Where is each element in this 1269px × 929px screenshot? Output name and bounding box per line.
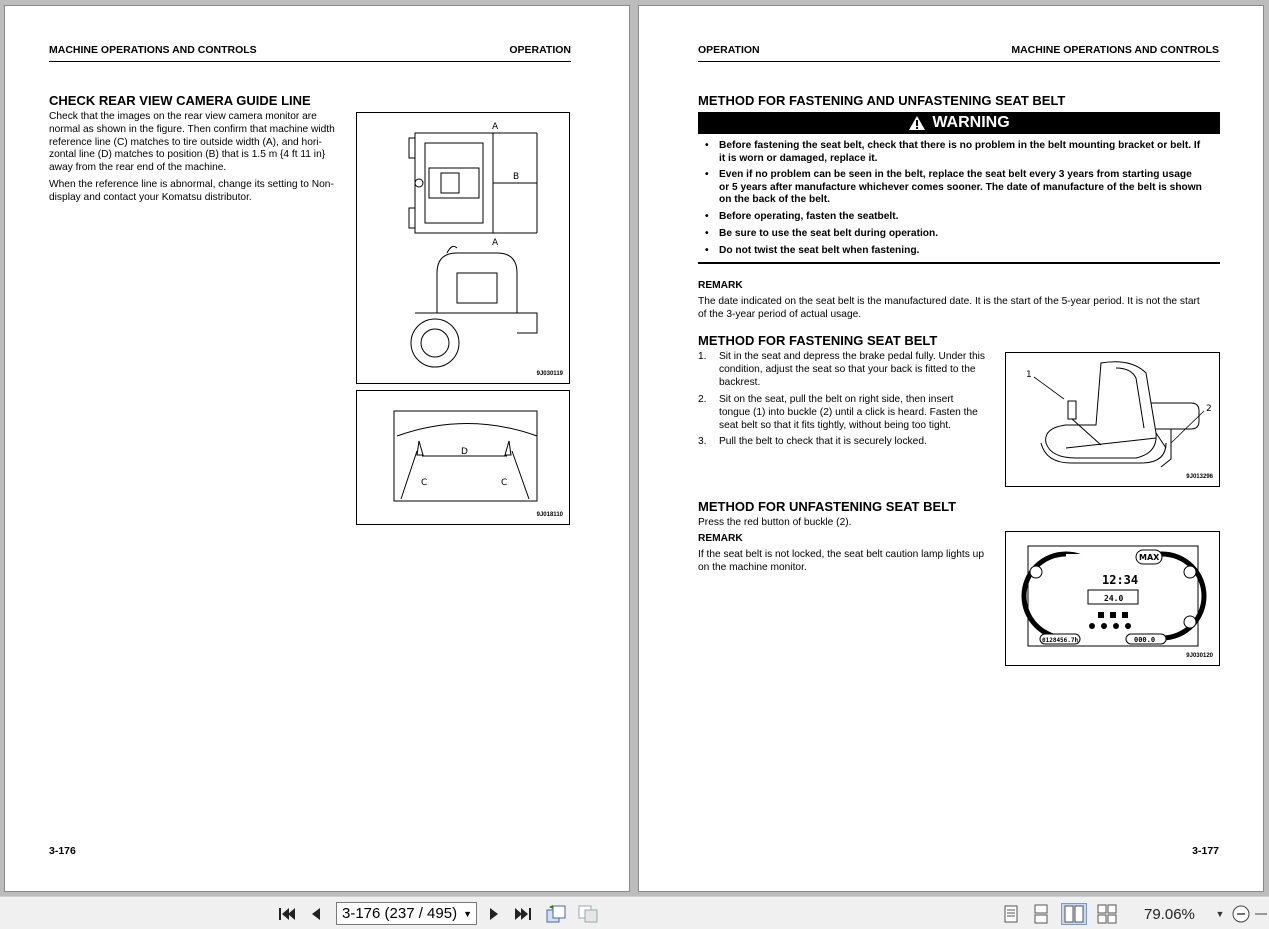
remark-title: REMARK [698,280,743,291]
text-line: of the 3-year period of actual usage. [698,308,862,320]
text-line: reference line (C) matches to tire outside width (A), and hori- [49,136,322,148]
chevron-down-icon[interactable]: ▼ [463,908,472,919]
text-line: display and contact your Komatsu distributor. [49,191,252,203]
warning-banner [698,112,1220,134]
back-view-icon[interactable] [544,903,568,925]
label-2: 2 [1206,404,1212,414]
text-line: away from the rear end of the machine. [49,162,227,174]
zoom-dropdown-chevron-down-icon[interactable]: ▼ [1215,909,1225,919]
step-text [719,436,994,449]
step-text [719,351,994,389]
seat-drawing [1006,353,1219,486]
unfasten-text: Press the red button of buckle (2). [698,517,852,528]
monitor-drawing [1006,532,1219,665]
left-header-chapter: OPERATION [509,44,571,56]
label-c-left: C [421,478,428,488]
zoom-out-icon[interactable] [1230,903,1252,925]
max-indicator: MAX [1139,553,1160,562]
monitor-clock: 12:34 [1102,573,1139,587]
first-page-icon[interactable] [276,903,298,925]
text-line: on the machine monitor. [698,561,807,573]
text-line: Pull the belt to check that it is securely locked. [719,436,927,447]
step-number: 3. [698,436,707,447]
text-line: it is worn or damaged, replace it. [719,152,878,164]
step-text [719,394,994,432]
text-line: or 5 years after manufacture whichever comes sooner. The date of manufacture of the belt is shown [719,181,1202,193]
text-line: backrest. [719,376,761,388]
label-1: 1 [1026,370,1032,380]
next-page-icon[interactable] [484,903,504,925]
text-line: When the reference line is abnormal, change its setting to Non- [49,179,334,190]
warning-item [719,211,1220,224]
warning-item [719,228,1220,241]
page-number: 3-177 [1192,845,1219,857]
label-a-bottom: A [492,238,499,248]
machine-top-side-drawing [357,113,569,383]
text-line: Check that the images on the rear view camera monitor are [49,111,317,122]
label-d: D [461,447,468,457]
header-rule [698,61,1220,62]
text-line: tongue (1) into buckle (2) until a click is heard. Fasten the [719,406,978,418]
section-title: CHECK REAR VIEW CAMERA GUIDE LINE [49,93,311,108]
warning-item [719,169,1220,207]
remark-title: REMARK [698,533,743,544]
single-page-view-icon[interactable] [1000,903,1022,925]
forward-view-icon[interactable] [576,903,600,925]
text-line: normal as shown in the figure. Then confirm that machine width [49,123,335,135]
abnormal-paragraph [49,179,345,205]
text-line: • Before operating, fasten the seatbelt. [719,211,899,222]
page-field-value: 3-176 (237 / 495) [342,905,458,922]
page-right [638,5,1264,892]
text-line: condition, adjust the seat so that your back is fitted to the [719,363,976,375]
continuous-facing-view-icon[interactable] [1095,903,1119,925]
camera-monitor-figure [356,390,570,525]
page-number-field[interactable] [336,902,477,925]
left-header-section: MACHINE OPERATIONS AND CONTROLS [49,44,257,56]
label-b: B [513,172,520,182]
page-number: 3-176 [49,845,76,857]
fasten-title: METHOD FOR FASTENING SEAT BELT [698,333,938,348]
label-a-top: A [492,122,499,132]
header-rule [49,61,571,62]
text-line: • Do not twist the seat belt when fastening. [719,245,920,256]
remark-paragraph [698,549,998,575]
text-line: Sit on the seat, pull the belt on right side, then insert [719,394,954,405]
text-line: Sit in the seat and depress the brake pedal fully. Under this [719,351,985,362]
text-line: zontal line (D) matches to position (B) that is 1.5 m {4 ft 11 in} [49,149,326,161]
last-page-icon[interactable] [512,903,534,925]
warning-triangle-icon [908,115,926,131]
figure-code: 9J030119 [536,371,563,377]
viewer-toolbar [0,896,1269,929]
step-number: 1. [698,351,707,362]
section-title: METHOD FOR FASTENING AND UNFASTENING SEAT BELT [698,93,1066,108]
facing-pages-view-icon[interactable] [1061,903,1087,925]
text-line: If the seat belt is not locked, the seat belt caution lamp lights up [698,549,984,560]
previous-page-icon[interactable] [306,903,326,925]
machine-diagram-figure [356,112,570,384]
right-header-chapter: OPERATION [698,44,760,56]
guide-line-drawing [357,391,569,524]
monitor-hours: 0128456.7h [1042,637,1079,644]
zoom-slider-handle[interactable] [1255,903,1267,925]
page-left [4,5,630,892]
warning-label: WARNING [932,114,1010,131]
label-c-right: C [501,478,508,488]
warning-item [719,140,1220,165]
monitor-odometer: 000.0 [1134,636,1156,644]
step-number: 2. [698,394,707,405]
text-line: on the back of the belt. [719,194,830,206]
warning-item [719,245,1220,258]
text-line: • Be sure to use the seat belt during operation. [719,228,939,239]
text-line: The date indicated on the seat belt is the manufactured date. It is the start of the 5-year period. It is not the start [698,296,1200,307]
text-line: seat belt so that it fits tightly, without being too tight. [719,419,951,431]
figure-code: 9J013296 [1186,474,1213,480]
unfasten-title: METHOD FOR UNFASTENING SEAT BELT [698,499,957,514]
camera-check-paragraph [49,111,345,175]
right-header-section: MACHINE OPERATIONS AND CONTROLS [1011,44,1219,56]
remark-paragraph [698,296,1220,322]
warning-end-rule [698,262,1220,264]
text-line: • Before fastening the seat belt, check that there is no problem in the belt mounting bracket or belt. If [719,140,1201,151]
figure-code: 9J030120 [1186,653,1213,659]
figure-code: 9J018110 [536,512,563,518]
seat-belt-figure [1005,352,1220,487]
monitor-speed: 24.0 [1104,594,1124,603]
text-line: • Even if no problem can be seen in the belt, replace the seat belt every 3 years from starting usage [719,169,1192,180]
zoom-level[interactable]: 79.06% [1144,906,1195,923]
machine-monitor-figure [1005,531,1220,666]
continuous-view-icon[interactable] [1030,903,1052,925]
